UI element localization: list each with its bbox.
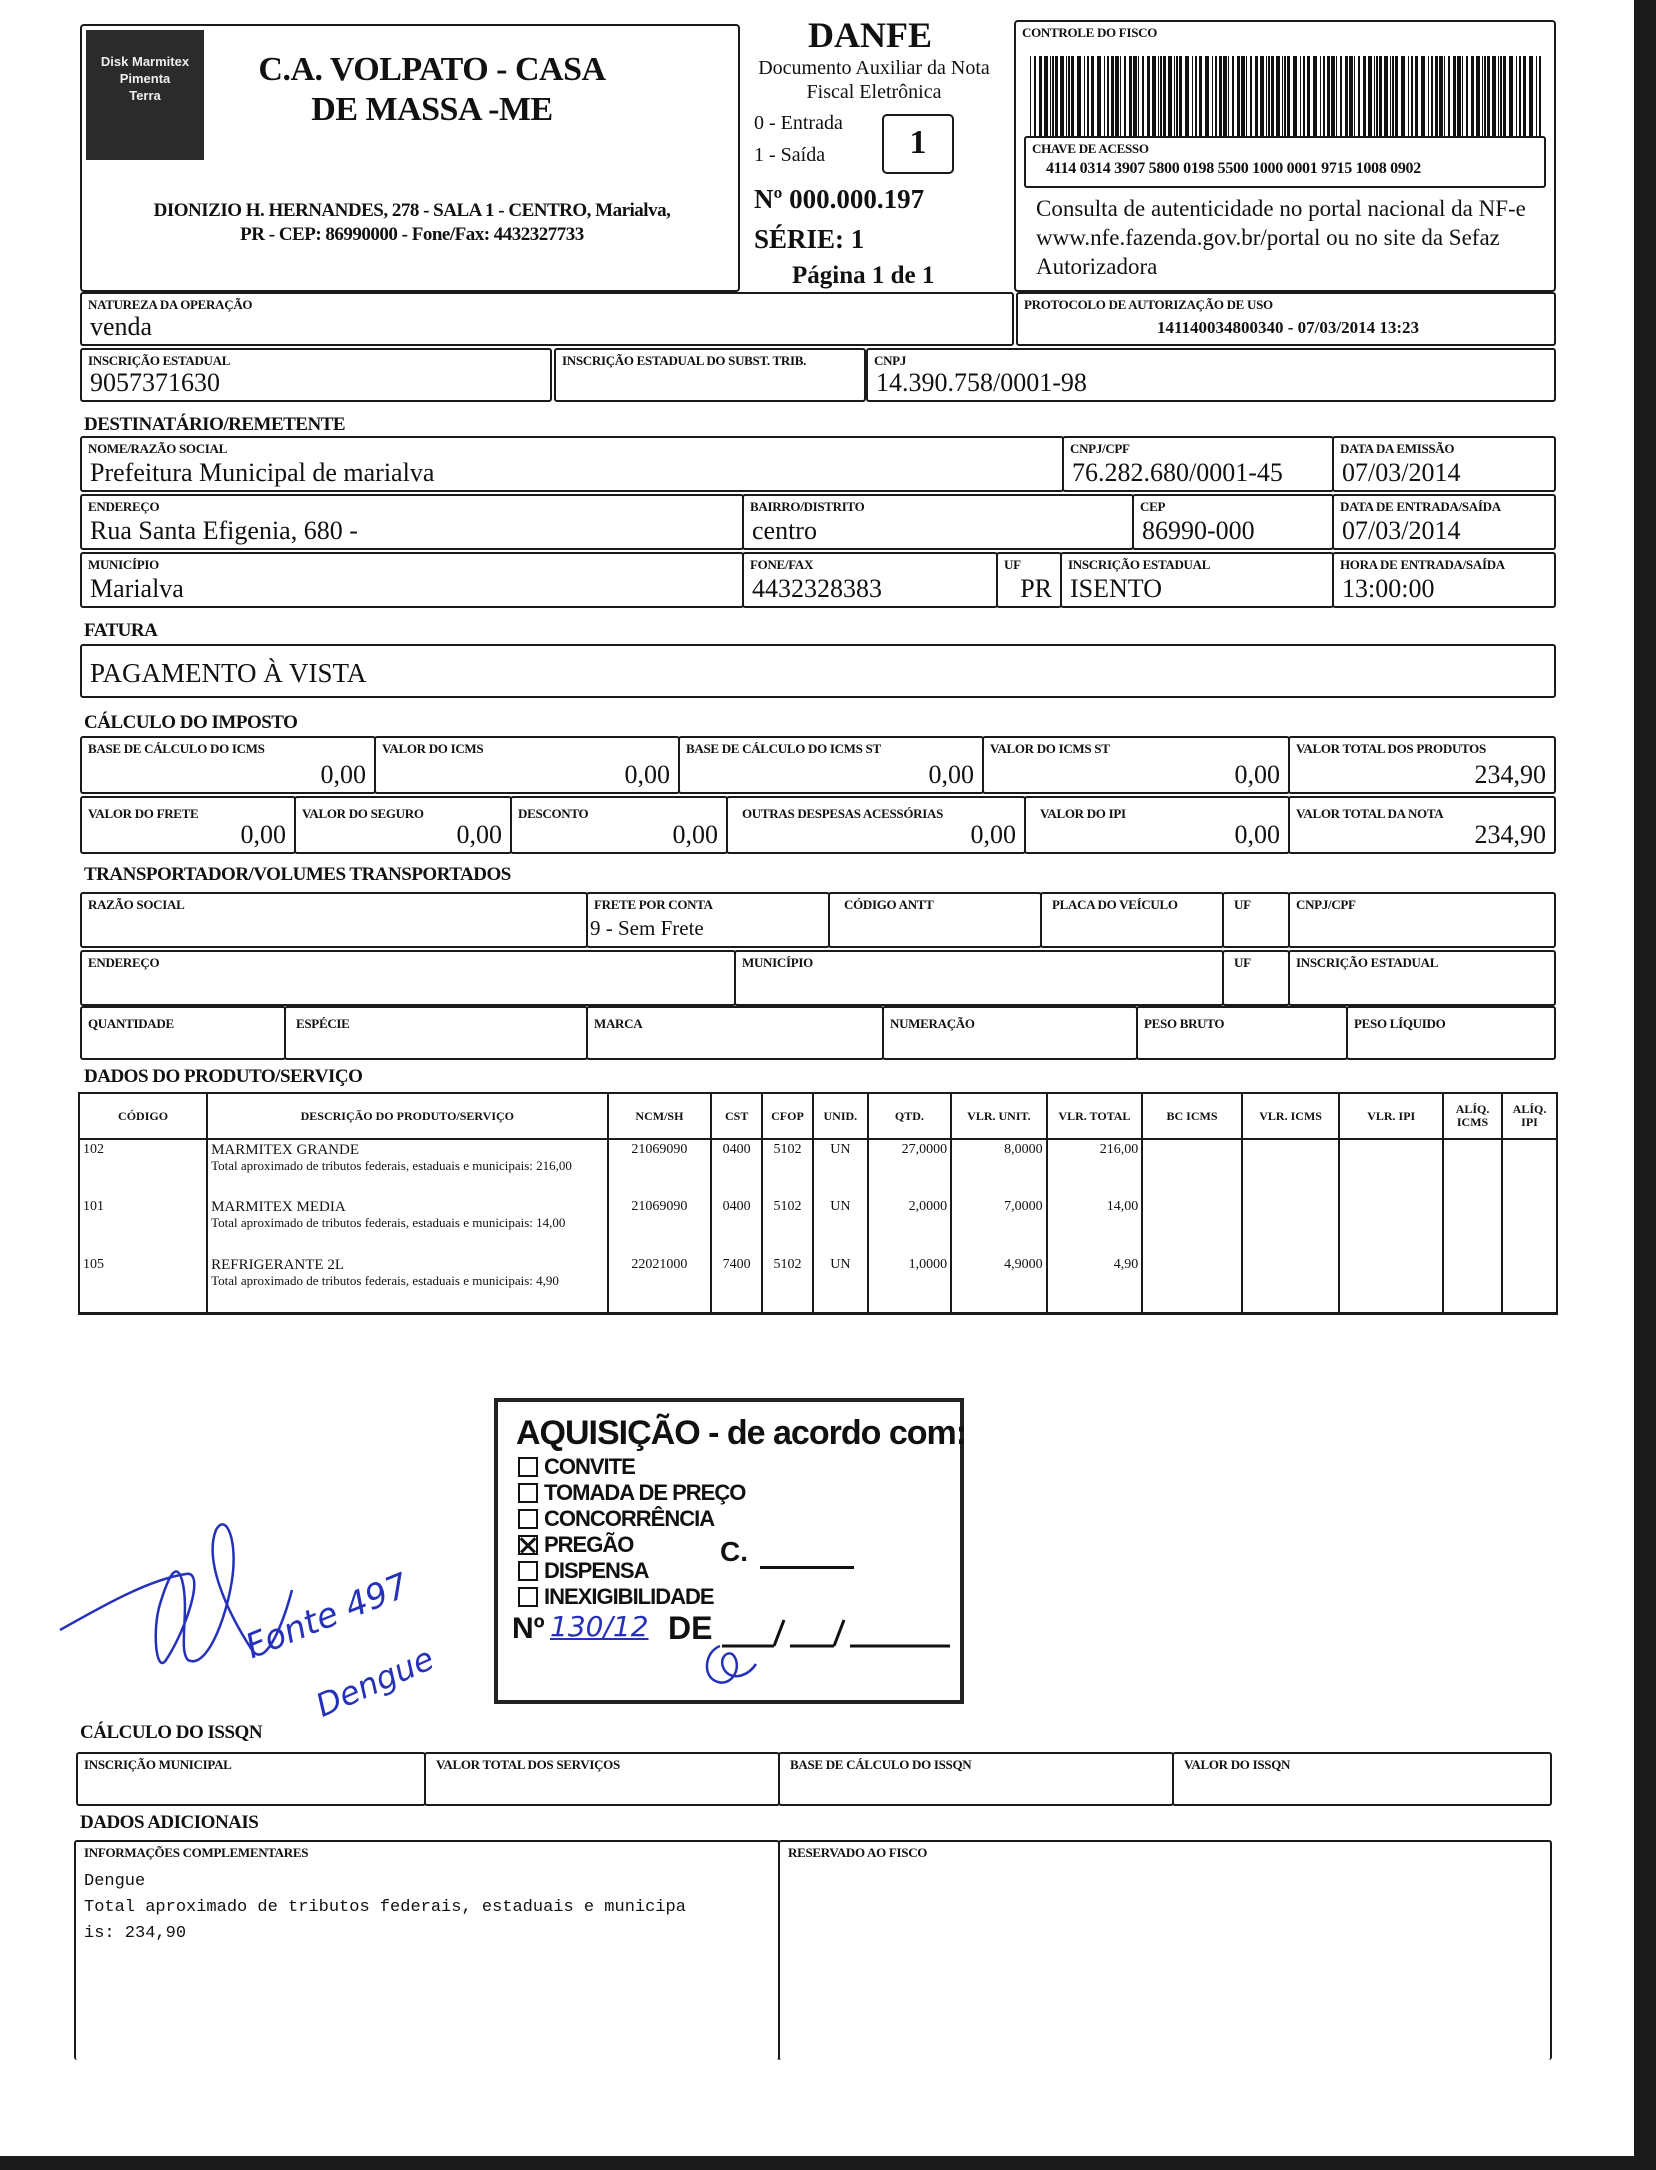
protocolo-value: 141140034800340 - 07/03/2014 13:23 xyxy=(1156,318,1420,337)
col-header: QTD. xyxy=(868,1093,951,1139)
transp-uf2-box xyxy=(1222,950,1290,1006)
imp-value: 0,00 xyxy=(1234,760,1280,789)
dest-endereco-label: ENDEREÇO xyxy=(88,499,160,514)
imp-label: VALOR DO IPI xyxy=(1040,806,1126,821)
fatura-box xyxy=(80,644,1556,698)
stamp-numero-handwritten: 130/12 xyxy=(550,1610,649,1643)
checkbox-icon xyxy=(518,1483,538,1503)
dest-uf: PR xyxy=(1020,574,1052,603)
dest-cep-label: CEP xyxy=(1140,499,1166,514)
transp-frete-box xyxy=(586,892,830,948)
cell-unit: 8,0000 xyxy=(951,1139,1047,1197)
imp-label: VALOR DO ICMS ST xyxy=(990,741,1110,756)
stamp-de-label: DE xyxy=(668,1610,713,1646)
natureza-box xyxy=(80,292,1014,346)
transp-especie-box xyxy=(284,1006,588,1060)
cell-vlr-ipi xyxy=(1339,1139,1443,1197)
emitter-name: C.A. VOLPATO - CASA DE MASSA -ME xyxy=(258,51,606,128)
chave-box xyxy=(1024,136,1546,188)
cell-vlr-icms xyxy=(1242,1139,1340,1197)
info-line: Dengue xyxy=(84,1872,146,1891)
imp-value: 0,00 xyxy=(240,820,286,849)
dest-cep-box xyxy=(1132,494,1334,550)
stamp-option xyxy=(518,1584,714,1610)
cell-aliq-icms xyxy=(1443,1255,1502,1313)
dest-cnpj-box xyxy=(1062,436,1334,492)
imp-value: 234,90 xyxy=(1474,820,1546,849)
imp-r1-c4 xyxy=(982,736,1290,794)
dest-nome: Prefeitura Municipal de marialva xyxy=(90,458,435,487)
ie-st-label: INSCRIÇÃO ESTADUAL DO SUBST. TRIB. xyxy=(562,353,807,368)
cell-aliq-icms xyxy=(1443,1197,1502,1255)
imp-r2-c5 xyxy=(1024,796,1290,854)
transp-ie-label: INSCRIÇÃO ESTADUAL xyxy=(1296,955,1439,970)
transporte-title: TRANSPORTADOR/VOLUMES TRANSPORTADOS xyxy=(84,864,511,885)
stamp-option xyxy=(518,1532,633,1558)
aquisicao-stamp xyxy=(494,1398,967,1704)
transp-frete: 9 - Sem Frete xyxy=(590,916,704,940)
chave-acesso: 4114 0314 3907 5800 0198 5500 1000 0001 9715 1008 0902 xyxy=(1046,160,1421,177)
col-header: VLR. UNIT. xyxy=(951,1093,1047,1139)
cell-qtd: 1,0000 xyxy=(868,1255,951,1313)
dest-nome-label: NOME/RAZÃO SOCIAL xyxy=(88,441,227,456)
barcode xyxy=(1030,56,1544,136)
cell-cst: 0400 xyxy=(711,1197,762,1255)
imp-r1-c3 xyxy=(678,736,984,794)
scan-edge xyxy=(1634,0,1656,2170)
info-line: Total aproximado de tributos federais, estaduais e municipa xyxy=(84,1898,686,1917)
dest-endereco-box xyxy=(80,494,744,550)
transp-peso-liquido-label: PESO LÍQUIDO xyxy=(1354,1016,1446,1031)
dest-cnpj-label: CNPJ/CPF xyxy=(1070,441,1130,456)
transp-cnpj-box xyxy=(1288,892,1556,948)
dest-hora-box xyxy=(1332,552,1556,608)
issqn-base-label: BASE DE CÁLCULO DO ISSQN xyxy=(790,1757,972,1772)
stamp-option xyxy=(518,1454,635,1480)
dest-ie-box xyxy=(1060,552,1334,608)
stamp-c-label: C. xyxy=(720,1536,748,1567)
danfe-block xyxy=(742,14,1012,292)
transp-placa-box xyxy=(1040,892,1224,948)
issqn-servicos-label: VALOR TOTAL DOS SERVIÇOS xyxy=(436,1757,620,1772)
transp-peso-bruto-box xyxy=(1136,1006,1348,1060)
product-obs: Total aproximado de tributos federais, estaduais e municipais: 4,90 xyxy=(211,1273,559,1288)
dest-fone-box xyxy=(742,552,998,608)
cell-ncm: 22021000 xyxy=(608,1255,712,1313)
stamp-option-label: TOMADA DE PREÇO xyxy=(544,1480,746,1505)
ie-box xyxy=(80,348,552,402)
danfe-subtitle: Documento Auxiliar da Nota Fiscal Eletrônica xyxy=(758,57,990,103)
transp-ie-box xyxy=(1288,950,1556,1006)
imp-r2-c2 xyxy=(294,796,512,854)
product-obs: Total aproximado de tributos federais, estaduais e municipais: 216,00 xyxy=(211,1158,572,1173)
fisco-box xyxy=(1014,20,1556,292)
cell-codigo: 105 xyxy=(79,1255,207,1313)
dest-bairro-box xyxy=(742,494,1134,550)
cnpj-box xyxy=(866,348,1556,402)
cell-ncm: 21069090 xyxy=(608,1197,712,1255)
transp-municipio-box xyxy=(734,950,1224,1006)
col-header: VLR. TOTAL xyxy=(1047,1093,1143,1139)
checkbox-icon xyxy=(518,1509,538,1529)
products-table xyxy=(78,1092,1558,1315)
cnpj-label: CNPJ xyxy=(874,353,907,368)
product-name: MARMITEX GRANDE xyxy=(211,1142,359,1158)
adicionais-title: DADOS ADICIONAIS xyxy=(80,1812,259,1833)
cell-qtd: 2,0000 xyxy=(868,1197,951,1255)
cell-vlr-icms xyxy=(1242,1197,1340,1255)
dest-endereco: Rua Santa Efigenia, 680 - xyxy=(90,516,358,545)
imp-value: 234,90 xyxy=(1474,760,1546,789)
handwritten-note-line2: Dengue xyxy=(310,1639,440,1725)
dest-uf-label: UF xyxy=(1004,557,1021,572)
cell-unit: 7,0000 xyxy=(951,1197,1047,1255)
transp-numeracao-box xyxy=(882,1006,1138,1060)
stamp-option-label: PREGÃO xyxy=(544,1532,634,1557)
dest-hora: 13:00:00 xyxy=(1342,574,1435,603)
transp-especie-label: ESPÉCIE xyxy=(296,1016,350,1031)
info-complementares-label: INFORMAÇÕES COMPLEMENTARES xyxy=(84,1845,309,1860)
ie-label: INSCRIÇÃO ESTADUAL xyxy=(88,353,231,368)
imp-label: VALOR DO SEGURO xyxy=(302,806,424,821)
reservado-fisco-label: RESERVADO AO FISCO xyxy=(788,1845,928,1860)
emitter-address: DIONIZIO H. HERNANDES, 278 - SALA 1 - CENTRO, Marialva, xyxy=(153,200,671,221)
cell-descricao xyxy=(207,1197,608,1255)
table-row xyxy=(79,1255,1557,1313)
col-header: DESCRIÇÃO DO PRODUTO/SERVIÇO xyxy=(207,1093,608,1139)
transp-uf2-label: UF xyxy=(1234,955,1251,970)
transp-quantidade-box xyxy=(80,1006,286,1060)
table-row xyxy=(79,1197,1557,1255)
logo-text: Disk Marmitex Pimenta Terra xyxy=(100,54,190,103)
protocolo-box xyxy=(1016,292,1556,346)
danfe-serie: SÉRIE: 1 xyxy=(754,224,865,254)
scan-edge xyxy=(0,2156,1656,2170)
issqn-title: CÁLCULO DO ISSQN xyxy=(80,1722,263,1743)
col-header: CFOP xyxy=(762,1093,813,1139)
imp-value: 0,00 xyxy=(320,760,366,789)
dest-nome-box xyxy=(80,436,1064,492)
cell-codigo: 101 xyxy=(79,1197,207,1255)
cell-vlr-ipi xyxy=(1339,1197,1443,1255)
danfe-saida: 1 - Saída xyxy=(754,144,826,166)
cell-ncm: 21069090 xyxy=(608,1139,712,1197)
danfe-tipo: 1 xyxy=(909,124,927,161)
cell-bc-icms xyxy=(1142,1139,1242,1197)
cell-aliq-ipi xyxy=(1502,1255,1557,1313)
transp-antt-box xyxy=(828,892,1042,948)
dest-entrada-box xyxy=(1332,494,1556,550)
dest-entrada: 07/03/2014 xyxy=(1342,516,1461,545)
dest-hora-label: HORA DE ENTRADA/SAÍDA xyxy=(1340,557,1505,572)
table-row xyxy=(79,1139,1557,1197)
cnpj-value: 14.390.758/0001-98 xyxy=(876,368,1087,397)
cell-bc-icms xyxy=(1142,1255,1242,1313)
col-header: CÓDIGO xyxy=(79,1093,207,1139)
imp-r1-c1 xyxy=(80,736,376,794)
col-header: VLR. ICMS xyxy=(1242,1093,1340,1139)
stamp-option xyxy=(518,1480,745,1506)
ie-st-box xyxy=(554,348,866,402)
issqn-im-label: INSCRIÇÃO MUNICIPAL xyxy=(84,1757,232,1772)
cell-cfop: 5102 xyxy=(762,1139,813,1197)
cell-qtd: 27,0000 xyxy=(868,1139,951,1197)
cell-unid: UN xyxy=(813,1139,868,1197)
imp-value: 0,00 xyxy=(624,760,670,789)
stamp-option-label: INEXIGIBILIDADE xyxy=(544,1584,714,1609)
dest-emissao-box xyxy=(1332,436,1556,492)
col-header: ALÍQ. ICMS xyxy=(1443,1093,1502,1139)
imp-r2-c3 xyxy=(510,796,728,854)
dest-municipio: Marialva xyxy=(90,574,184,603)
transp-endereco-label: ENDEREÇO xyxy=(88,955,160,970)
imp-label: VALOR TOTAL DA NOTA xyxy=(1296,806,1444,821)
dest-fone-label: FONE/FAX xyxy=(750,557,814,572)
stamp-initials-scribble xyxy=(698,1638,768,1698)
cell-vlr-ipi xyxy=(1339,1255,1443,1313)
transp-municipio-label: MUNICÍPIO xyxy=(742,955,813,970)
transp-antt-label: CÓDIGO ANTT xyxy=(844,897,934,912)
transp-razao-box xyxy=(80,892,588,948)
imp-value: 0,00 xyxy=(456,820,502,849)
imp-r1-c5 xyxy=(1288,736,1556,794)
col-header: VLR. IPI xyxy=(1339,1093,1443,1139)
dest-fone: 4432328383 xyxy=(752,574,882,603)
col-header: BC ICMS xyxy=(1142,1093,1242,1139)
imp-label: VALOR DO FRETE xyxy=(88,806,199,821)
transp-endereco-box xyxy=(80,950,736,1006)
chave-label: CHAVE DE ACESSO xyxy=(1032,141,1149,156)
imposto-title: CÁLCULO DO IMPOSTO xyxy=(84,712,298,733)
stamp-numero-prefix: Nº xyxy=(512,1612,545,1645)
danfe-numero: Nº 000.000.197 xyxy=(754,184,925,214)
cell-aliq-ipi xyxy=(1502,1197,1557,1255)
cell-descricao xyxy=(207,1255,608,1313)
cell-cst: 0400 xyxy=(711,1139,762,1197)
cell-total: 216,00 xyxy=(1047,1139,1143,1197)
imp-label: BASE DE CÁLCULO DO ICMS xyxy=(88,741,265,756)
col-header: NCM/SH xyxy=(608,1093,712,1139)
product-obs: Total aproximado de tributos federais, estaduais e municipais: 14,00 xyxy=(211,1215,566,1230)
checkbox-icon xyxy=(518,1561,538,1581)
danfe-tipo-box xyxy=(882,114,954,174)
imp-label: DESCONTO xyxy=(518,806,589,821)
destinatario-title: DESTINATÁRIO/REMETENTE xyxy=(84,414,346,435)
imp-value: 0,00 xyxy=(928,760,974,789)
transp-razao-label: RAZÃO SOCIAL xyxy=(88,897,185,912)
cell-bc-icms xyxy=(1142,1197,1242,1255)
fatura-text: PAGAMENTO À VISTA xyxy=(90,658,367,688)
transp-peso-bruto-label: PESO BRUTO xyxy=(1144,1016,1225,1031)
product-name: MARMITEX MEDIA xyxy=(211,1199,346,1215)
protocolo-label: PROTOCOLO DE AUTORIZAÇÃO DE USO xyxy=(1024,297,1273,312)
imp-label: VALOR TOTAL DOS PRODUTOS xyxy=(1296,741,1486,756)
imp-r2-c1 xyxy=(80,796,296,854)
dest-municipio-label: MUNICÍPIO xyxy=(88,557,159,572)
col-header: ALÍQ. IPI xyxy=(1502,1093,1557,1139)
imp-label: BASE DE CÁLCULO DO ICMS ST xyxy=(686,741,881,756)
stamp-option-label: CONCORRÊNCIA xyxy=(544,1506,715,1531)
transp-quantidade-label: QUANTIDADE xyxy=(88,1016,174,1031)
dest-municipio-box xyxy=(80,552,744,608)
dest-ie: ISENTO xyxy=(1070,574,1162,603)
reservado-fisco-box xyxy=(778,1840,1552,2060)
issqn-im-box xyxy=(76,1752,426,1806)
emitter-logo xyxy=(86,30,204,160)
dest-emissao: 07/03/2014 xyxy=(1342,458,1461,487)
product-name: REFRIGERANTE 2L xyxy=(211,1257,344,1273)
transp-uf-box xyxy=(1222,892,1290,948)
issqn-base-box xyxy=(778,1752,1174,1806)
transp-frete-label: FRETE POR CONTA xyxy=(594,897,713,912)
imp-r2-c4 xyxy=(726,796,1026,854)
cell-vlr-icms xyxy=(1242,1255,1340,1313)
handwritten-note-line1: Fonte 497 xyxy=(240,1565,415,1668)
danfe-pagina: Página 1 de 1 xyxy=(792,262,935,289)
stamp-option xyxy=(518,1558,648,1584)
cell-total: 4,90 xyxy=(1047,1255,1143,1313)
cell-unid: UN xyxy=(813,1255,868,1313)
cell-codigo: 102 xyxy=(79,1139,207,1197)
imp-value: 0,00 xyxy=(672,820,718,849)
controle-label: CONTROLE DO FISCO xyxy=(1022,25,1158,40)
cell-cfop: 5102 xyxy=(762,1255,813,1313)
dest-cnpj: 76.282.680/0001-45 xyxy=(1072,458,1283,487)
info-complementares-box xyxy=(74,1840,780,2060)
imp-label: VALOR DO ICMS xyxy=(382,741,484,756)
dest-ie-label: INSCRIÇÃO ESTADUAL xyxy=(1068,557,1211,572)
danfe-entrada: 0 - Entrada xyxy=(754,112,843,134)
checkbox-checked-icon xyxy=(518,1535,538,1555)
products-header-row xyxy=(79,1093,1557,1139)
col-header: UNID. xyxy=(813,1093,868,1139)
imp-label: OUTRAS DESPESAS ACESSÓRIAS xyxy=(742,806,943,821)
imp-r1-c2 xyxy=(374,736,680,794)
transp-uf-label: UF xyxy=(1234,897,1251,912)
stamp-title: AQUISIÇÃO - de acordo com: xyxy=(516,1414,967,1452)
dest-entrada-label: DATA DE ENTRADA/SAÍDA xyxy=(1340,499,1501,514)
natureza-label: NATUREZA DA OPERAÇÃO xyxy=(88,297,253,312)
dest-uf-box xyxy=(996,552,1062,608)
danfe-title: DANFE xyxy=(808,15,932,55)
cell-cst: 7400 xyxy=(711,1255,762,1313)
imp-value: 0,00 xyxy=(970,820,1016,849)
issqn-valor-label: VALOR DO ISSQN xyxy=(1184,1757,1291,1772)
cell-unid: UN xyxy=(813,1197,868,1255)
emitter-address2: PR - CEP: 86990000 - Fone/Fax: 4432327733 xyxy=(240,224,584,245)
col-header: CST xyxy=(711,1093,762,1139)
stamp-option-label: CONVITE xyxy=(544,1454,635,1479)
transp-placa-label: PLACA DO VEÍCULO xyxy=(1052,897,1178,912)
cell-total: 14,00 xyxy=(1047,1197,1143,1255)
cell-descricao xyxy=(207,1139,608,1197)
dest-bairro-label: BAIRRO/DISTRITO xyxy=(750,499,865,514)
consulta-text: Consulta de autenticidade no portal nacional da NF-e www.nfe.fazenda.gov.br/portal ou no site da Sefaz Autorizadora xyxy=(1036,196,1526,279)
info-line: is: 234,90 xyxy=(84,1924,187,1943)
cell-aliq-icms xyxy=(1443,1139,1502,1197)
transp-cnpj-label: CNPJ/CPF xyxy=(1296,897,1356,912)
natureza-value: venda xyxy=(90,312,153,341)
issqn-servicos-box xyxy=(424,1752,780,1806)
ie-value: 9057371630 xyxy=(90,368,220,397)
imp-r2-c6 xyxy=(1288,796,1556,854)
cell-aliq-ipi xyxy=(1502,1139,1557,1197)
transp-numeracao-label: NUMERAÇÃO xyxy=(890,1016,975,1031)
transp-peso-liquido-box xyxy=(1346,1006,1556,1060)
stamp-c-line xyxy=(760,1566,854,1569)
fatura-title: FATURA xyxy=(84,620,158,641)
cell-unit: 4,9000 xyxy=(951,1255,1047,1313)
issqn-valor-box xyxy=(1172,1752,1552,1806)
transp-marca-label: MARCA xyxy=(594,1016,643,1031)
cell-cfop: 5102 xyxy=(762,1197,813,1255)
checkbox-icon xyxy=(518,1587,538,1607)
checkbox-icon xyxy=(518,1457,538,1477)
dest-bairro: centro xyxy=(752,516,817,545)
imp-value: 0,00 xyxy=(1234,820,1280,849)
dest-cep: 86990-000 xyxy=(1142,516,1255,545)
produtos-title: DADOS DO PRODUTO/SERVIÇO xyxy=(84,1066,363,1087)
dest-emissao-label: DATA DA EMISSÃO xyxy=(1340,441,1455,456)
transp-marca-box xyxy=(586,1006,884,1060)
stamp-option xyxy=(518,1506,714,1532)
emitter-box xyxy=(80,24,740,292)
stamp-option-label: DISPENSA xyxy=(544,1558,649,1583)
